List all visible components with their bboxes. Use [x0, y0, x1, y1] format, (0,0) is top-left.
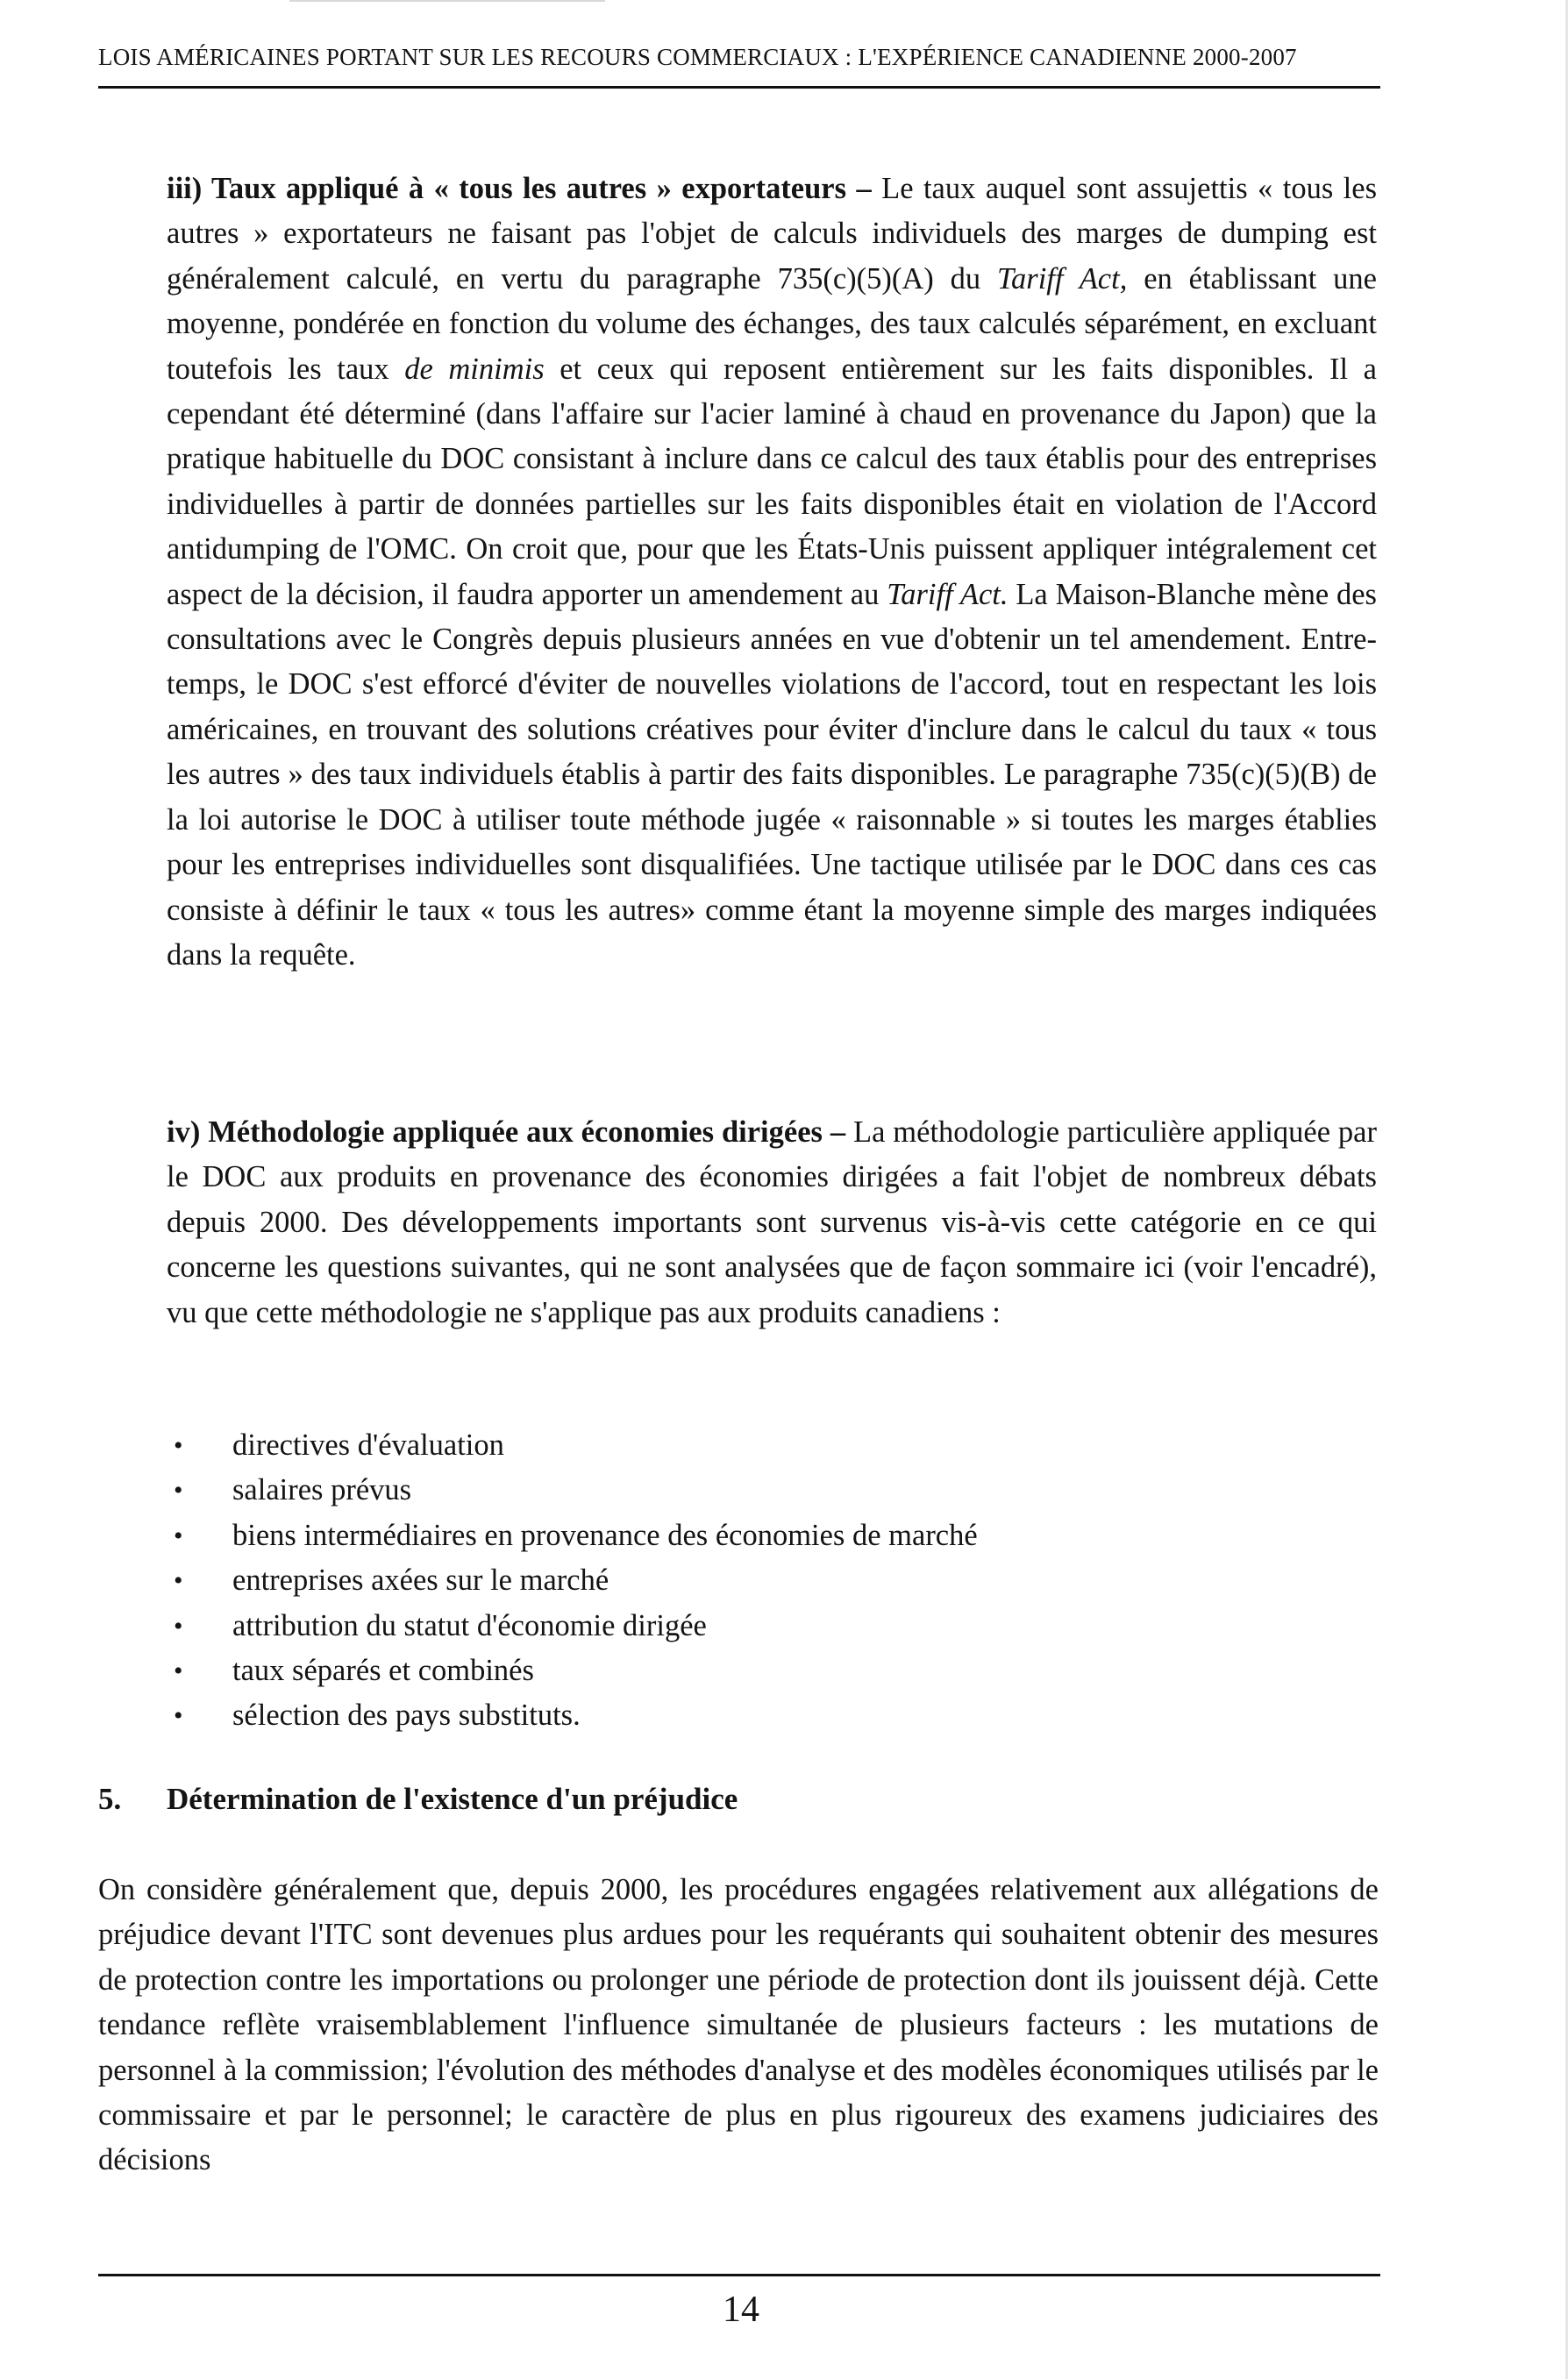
paragraph-iii-lead: iii) Taux appliqué à « tous les autres » exportateurs –	[167, 172, 872, 205]
list-item	[167, 1693, 1377, 1738]
list-item	[167, 1423, 1377, 1468]
bullet-icon: •	[174, 1656, 183, 1686]
list-item-label: taux séparés et combinés	[232, 1654, 534, 1688]
running-header: LOIS AMÉRICAINES PORTANT SUR LES RECOURS COMMERCIAUX : L'EXPÉRIENCE CANADIENNE 2000-2007	[98, 44, 1297, 70]
bullet-icon: •	[174, 1566, 183, 1596]
paragraph-iii-text-4: La Maison-Blanche mène des consultations avec le Congrès depuis plusieurs années en vue d'obtenir un tel amendement. Entre-temps, le DOC s'est efforcé d'éviter de nouvelles violations de l'accord, tout en respectant les lois américaines, en trouvant des solutions créatives pour éviter d'inclure dans le calcul du taux « tous les autres » des taux individuels établis à partir des faits disponibles. Le paragraphe 735(c)(5)(B) de la loi autorise le DOC à utiliser toute méthode jugée « raisonnable » si toutes les marges établies pour les entreprises individuelles sont disqualifiées. Une tactique utilisée par le DOC dans ces cas consiste à définir le taux « tous les autres» comme étant la moyenne simple des marges indiquées dans la requête.	[167, 577, 1377, 972]
paragraph-iv	[167, 1110, 1377, 1336]
paragraph-iii-italic-tariff-act-1: Tariff Act,	[997, 261, 1128, 296]
section-title: Détermination de l'existence d'un préjudice	[167, 1782, 738, 1816]
paragraph-iii-text-3: et ceux qui reposent entièrement sur les faits disponibles. Il a cependant été déterminé (dans l'affaire sur l'acier laminé à chaud en provenance du Japon) que la pratique habituelle du DOC consistant à inclure dans ce calcul des taux établis pour des entreprises individuelles à partir de données partielles sur les faits disponibles était en violation de l'Accord antidumping de l'OMC. On croit que, pour que les États-Unis puissent appliquer intégralement cet aspect de la décision, il faudra apporter un amendement au	[167, 352, 1377, 611]
paragraph-iii	[167, 167, 1377, 978]
list-item-label: attribution du statut d'économie dirigée	[232, 1608, 707, 1642]
bullet-icon: •	[174, 1476, 183, 1506]
section-number: 5.	[98, 1782, 122, 1816]
list-item-label: directives d'évaluation	[232, 1428, 504, 1462]
list-item-label: biens intermédiaires en provenance des économies de marché	[232, 1518, 978, 1552]
paragraph-iv-text: La méthodologie particulière appliquée par le DOC aux produits en provenance des économies dirigées a fait l'objet de nombreux débats depuis 2000. Des développements importants sont survenus vis-à-vis cette catégorie en ce qui concerne les questions suivantes, qui ne sont analysées que de façon sommaire ici (voir l'encadré), vu que cette méthodologie ne s'applique pas aux produits canadiens :	[167, 1115, 1377, 1329]
list-item	[167, 1558, 1377, 1603]
list-item-label: salaires prévus	[232, 1473, 412, 1507]
bullet-icon: •	[174, 1431, 183, 1460]
paragraph-iii-italic-de-minimis: de minimis	[404, 352, 545, 386]
paragraph-iv-lead: iv) Méthodologie appliquée aux économies dirigées –	[167, 1115, 846, 1149]
list-item-label: entreprises axées sur le marché	[232, 1563, 609, 1598]
bullet-icon: •	[174, 1611, 183, 1641]
footer-rule	[98, 2274, 1380, 2276]
page-number: 14	[723, 2290, 759, 2330]
paragraph-iii-italic-tariff-act-2: Tariff Act.	[887, 577, 1009, 611]
list-item	[167, 1649, 1377, 1693]
paragraph-section-5: On considère généralement que, depuis 2000, les procédures engagées relativement aux allégations de préjudice devant l'ITC sont devenues plus ardues pour les requérants qui souhaitent obtenir des mesures de protection contre les importations ou prolonger une période de protection dont ils jouissent déjà. Cette tendance reflète vraisemblablement l'influence simultanée de plusieurs facteurs : les mutations de personnel à la commission; l'évolution des méthodes d'analyse et des modèles économiques utilisés par le commissaire et par le personnel; le caractère de plus en plus rigoureux des examens judiciaires des décisions	[98, 1873, 1379, 2177]
paragraph-iii-text-2: en établissant une moyenne, pondérée en fonction du volume des échanges, des taux calculés séparément, en excluant toutefois les taux	[167, 261, 1377, 386]
bullet-icon: •	[174, 1701, 183, 1731]
section-heading	[98, 1782, 1379, 1817]
list-item-label: sélection des pays substituts.	[232, 1699, 581, 1733]
paragraph-iii-text-1: Le taux auquel sont assujettis « tous les autres » exportateurs ne faisant pas l'objet de calculs individuels des marges de dumping est généralement calculé, en vertu du paragraphe 735(c)(5)(A) du	[167, 172, 1377, 296]
scan-artifact-line	[289, 0, 605, 2]
bullet-icon: •	[174, 1521, 183, 1550]
list-item	[167, 1514, 1377, 1558]
list-item	[167, 1468, 1377, 1513]
header-rule	[98, 86, 1380, 89]
bullet-list	[167, 1423, 1377, 1739]
list-item	[167, 1604, 1377, 1649]
